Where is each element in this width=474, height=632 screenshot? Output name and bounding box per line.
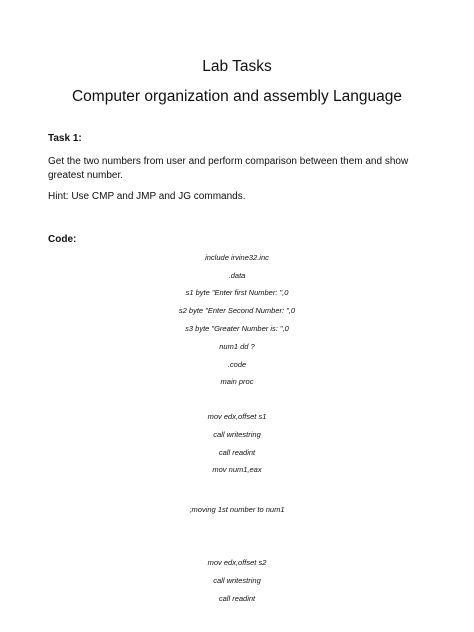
code-label: Code: (48, 234, 77, 245)
task-label: Task 1: (48, 133, 82, 144)
code-line: main proc (220, 377, 254, 386)
page-subtitle: Computer organization and assembly Language (71, 88, 403, 105)
code-line: call readint (218, 594, 256, 603)
code-line: mov edx,offset s1 (207, 412, 267, 421)
task-description: Get the two numbers from user and perform comparison between them and show greatest number. (48, 156, 409, 181)
code-line: include irvine32.inc (205, 253, 269, 262)
code-line: mov num1,eax (212, 465, 262, 474)
code-line: call writestring (213, 430, 261, 439)
code-line: s3 byte "Greater Number is: ",0 (185, 324, 289, 333)
code-line: num1 dd ? (219, 342, 255, 351)
code-line: ;moving 1st number to num1 (189, 505, 285, 514)
task-hint: Hint: Use CMP and JMP and JG commands. (48, 191, 246, 202)
code-line: call readint (218, 448, 256, 457)
page-title: Lab Tasks (202, 58, 272, 75)
code-line: s1 byte "Enter first Number: ",0 (185, 288, 289, 297)
code-line: mov edx,offset s2 (207, 558, 267, 567)
code-line: .data (228, 271, 246, 280)
code-line: .code (227, 360, 247, 369)
code-line: s2 byte "Enter Second Number: ",0 (178, 306, 296, 315)
code-line: call writestring (213, 576, 261, 585)
